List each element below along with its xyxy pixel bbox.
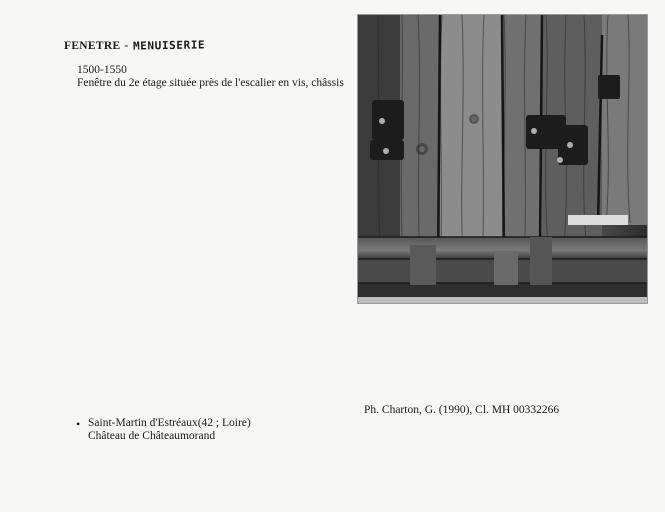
title-separator: - [124, 40, 129, 52]
description: Fenêtre du 2e étage située près de l'escalier en vis, châssis [77, 77, 344, 89]
photo-credit: Ph. Charton, G. (1990), Cl. MH 00332266 [364, 404, 560, 416]
record-title [64, 39, 205, 52]
photo-drawing [358, 15, 647, 303]
subcategory-handwritten: MENUISERIE [132, 38, 205, 53]
window-photo [357, 14, 648, 304]
date-range: 1500-1550 [77, 64, 127, 76]
bullet-icon: • [76, 417, 81, 431]
location-town: Saint-Martin d'Estréaux(42 ; Loire) [88, 417, 251, 429]
category-label: FENETRE [64, 40, 121, 52]
location-building: Château de Châteaumorand [88, 430, 216, 442]
